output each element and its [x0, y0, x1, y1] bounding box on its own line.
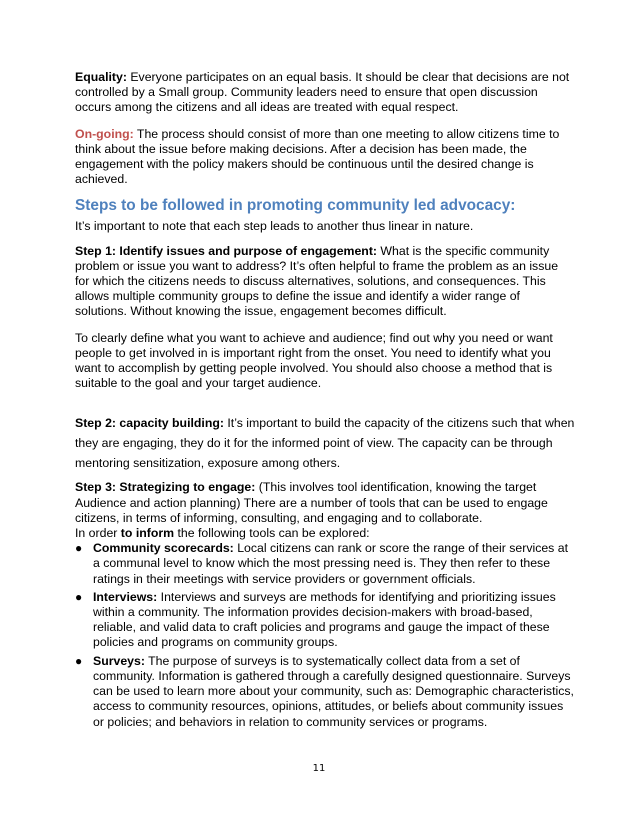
step1-text: What is the specific community problem or issue you want to address? It’s often helpful to frame the problem as an issue for which the citizens needs to discuss alternatives, solutions, and consequences. This allows multiple community groups to define the issue and identify a wider range of solutions. Without knowing the issue, engagement becomes difficult. [75, 243, 559, 319]
step2-paragraph [75, 413, 575, 473]
equality-paragraph [75, 70, 575, 116]
equality-text: Everyone participates on an equal basis. It should be clear that decisions are not controlled by a Small group. Community leaders need to ensure that open discussion occurs among the citizens and all ideas are treated with equal respect. [75, 70, 570, 115]
page-number: 11 [312, 763, 326, 774]
step1-label: Step 1: Identify issues and purpose of engagement: [75, 243, 378, 258]
step1-paragraph-2: To clearly define what you want to achieve and audience; find out why you need or want people to get involved in is important right from the onset. You need to identify what you want to accomplish by getting people involved. You should also choose a method that is suitable to the goal and your target audience. [75, 330, 553, 391]
bullet-label: Community scorecards: [93, 541, 234, 556]
bullet-icon: ● [75, 653, 83, 668]
step2-text: It’s important to build the capacity of the citizens such that when they are engaging, they do it for the informed point of view. The capacity can be through mentoring sensitization, exposure among others. [75, 416, 575, 471]
list-item [75, 654, 575, 730]
bullet-label: Interviews: [93, 589, 158, 604]
inform-bold: to inform [120, 526, 175, 541]
list-item [75, 590, 575, 651]
ongoing-paragraph [75, 127, 575, 188]
equality-label: Equality: [75, 70, 127, 84]
bullet-label: Surveys: [93, 653, 145, 668]
step1-paragraph [75, 244, 575, 320]
tools-list [75, 541, 575, 729]
list-item [75, 541, 575, 587]
ongoing-label: On-going: [75, 126, 134, 141]
ongoing-text: The process should consist of more than one meeting to allow citizens time to think about the issue before making decisions. After a decision has been made, the engagement with the policy makers should be continuous until the desired change is achieved. [75, 126, 560, 187]
bullet-text: The purpose of surveys is to systematically collect data from a set of community. Information is gathered through a carefully designed questionnaire. Surveys can be used to learn more about your community, such as: Demographic characteristics, access to community resources, opinions, attitudes, or beliefs about community issues or policies; and behaviors in relation to community services or programs. [93, 653, 574, 729]
section-heading: Steps to be followed in promoting community led advocacy: [75, 197, 516, 215]
bullet-icon: ● [75, 541, 83, 556]
inform-line [75, 526, 575, 541]
bullet-text: Interviews and surveys are methods for identifying and prioritizing issues within a community. The information provides decision-makers with broad-based, reliable, and valid data to craft policies and programs and gauge the impact of these policies and programs on community groups. [93, 589, 556, 650]
step3-text: (This involves tool identification, knowing the target Audience and action planning) There are a number of tools that can be used to engage citizens, in terms of informing, consulting, and engaging and to collaborate. [75, 480, 548, 525]
bullet-text: Local citizens can rank or score the range of their services at a communal level to know which the most pressing need is. They then refer to these ratings in their meetings with service providers or government officials. [93, 541, 569, 586]
step2-label: Step 2: capacity building: [75, 416, 224, 431]
inform-post: the following tools can be explored: [174, 526, 370, 541]
page-content [75, 70, 575, 733]
bullet-icon: ● [75, 589, 83, 604]
inform-pre: In order [75, 526, 121, 541]
intro-paragraph: It’s important to note that each step leads to another thus linear in nature. [75, 219, 474, 234]
step3-label: Step 3: Strategizing to engage: [75, 480, 256, 495]
step3-paragraph [75, 480, 575, 526]
